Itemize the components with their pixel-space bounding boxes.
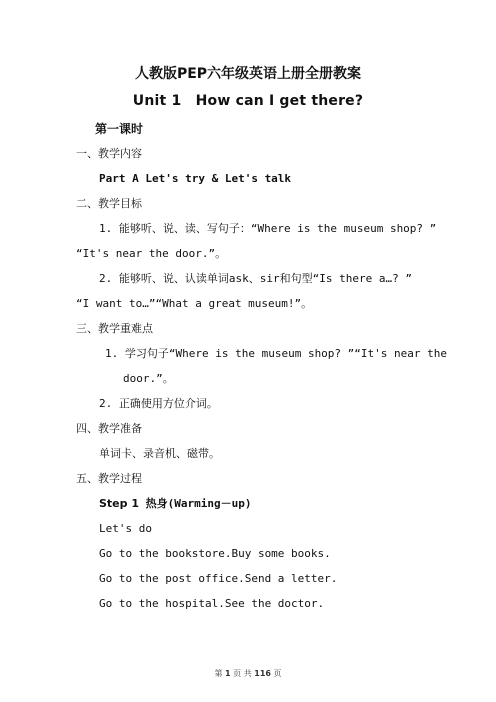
section-4-heading: 四、教学准备: [76, 422, 142, 435]
unit-title: Unit 1 How can I get there?: [132, 93, 364, 109]
lesson-heading: 第一课时: [95, 122, 144, 136]
objective-1-line-1: 1. 能够听、说、读、写句子：“Where is the museum shop? ”: [99, 222, 437, 235]
footer-prefix: 第: [214, 669, 226, 678]
step-1-heading: [99, 496, 251, 512]
footer-total-pages: 116: [254, 669, 271, 678]
keypoint-2: 2. 正确使用方位介词。: [99, 397, 218, 410]
section-5-heading: 五、教学过程: [76, 472, 142, 485]
page-footer: [0, 666, 496, 682]
footer-page-number: 1: [225, 669, 231, 678]
section-1-content: Part A Let's try & Let's talk: [99, 172, 292, 185]
chant-line-2: Go to the post office.Send a letter.: [99, 572, 338, 585]
footer-middle: 页 共: [230, 669, 255, 678]
chant-line-1: Go to the bookstore.Buy some books.: [99, 547, 331, 560]
document-title: 人教版PEP六年级英语上册全册教案: [134, 66, 362, 82]
section-3-heading: 三、教学重难点: [76, 322, 153, 335]
footer-suffix: 页: [270, 669, 282, 678]
step-1-label: Step 1: [99, 497, 139, 510]
objective-2-line-1: 2. 能够听、说、认读单词ask、sir和句型“Is there a…? ”: [99, 272, 412, 285]
keypoint-1-line-1: 1. 学习句子“Where is the museum shop? ”“It's near the: [105, 347, 448, 360]
objective-1-line-2: “It's near the door.”。: [76, 247, 227, 260]
lets-do-label: Let's do: [99, 522, 152, 535]
chant-line-3: Go to the hospital.See the doctor.: [99, 597, 325, 610]
section-1-heading: 一、教学内容: [76, 147, 142, 160]
keypoint-1-line-2: door.”。: [123, 372, 174, 385]
preparation-content: 单词卡、录音机、磁带。: [99, 447, 220, 460]
objective-2-line-2: “I want to…”“What a great museum!”。: [76, 297, 313, 310]
step-1-text: 热身(Warming－up): [139, 497, 252, 510]
section-2-heading: 二、教学目标: [76, 197, 142, 210]
